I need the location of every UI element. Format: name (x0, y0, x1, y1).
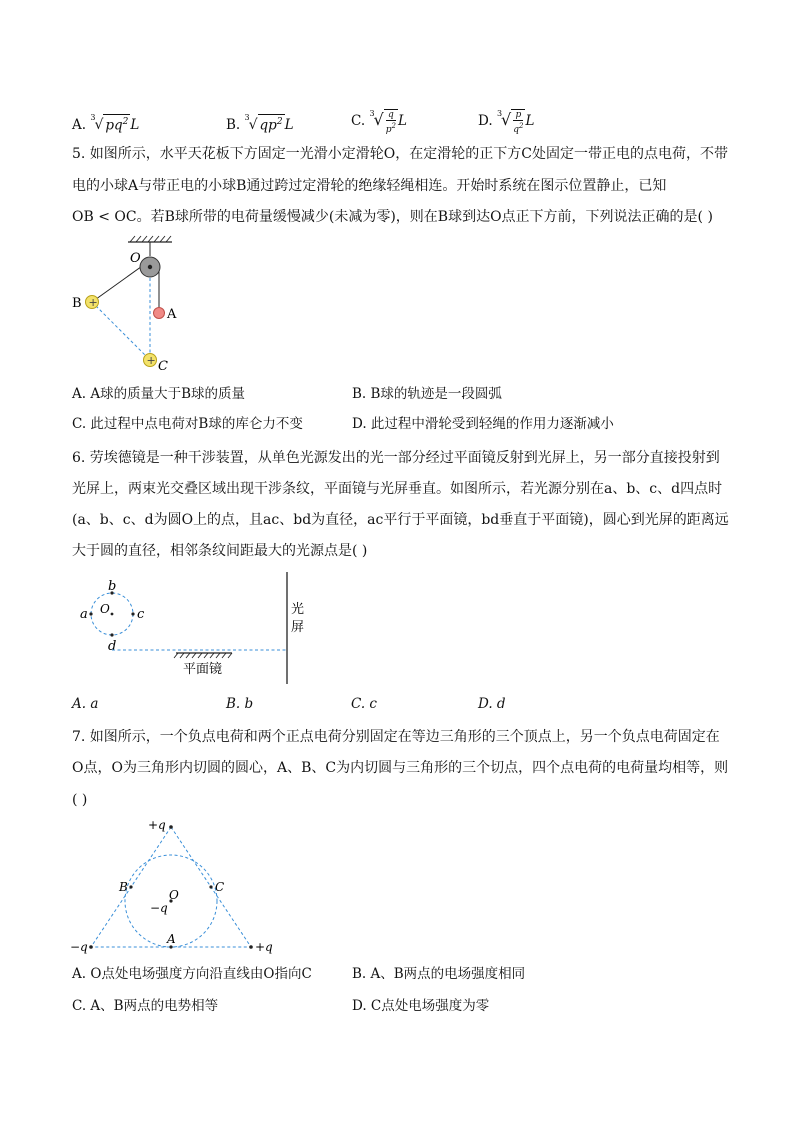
exponent: 2 (391, 121, 396, 130)
label-d: d (108, 639, 117, 654)
point-b (129, 885, 132, 888)
option-label: C. (351, 113, 370, 129)
numerator: p (513, 110, 523, 121)
q4-option-c: C. $^3$√ $\frac{q}{p^2}$ L (351, 109, 407, 135)
screen-label-1: 光 (291, 602, 305, 617)
q7-option-c: C. A、B两点的电势相等 (72, 998, 219, 1014)
label-c: C (158, 359, 168, 374)
length-symbol: L (525, 113, 535, 129)
pulley-axle (148, 265, 152, 269)
charge-center-label: −q (150, 901, 168, 915)
dashed-bc (92, 302, 150, 360)
option-label: B. (226, 117, 245, 133)
exponent: 2 (122, 116, 129, 127)
q6-stem-line-4: 大于圆的直径，相邻条纹间距最大的光源点是( ) (72, 543, 368, 559)
q7-option-d: D. C点处电场强度为零 (352, 998, 490, 1014)
q7-option-a: A. O点处电场强度方向沿直线由O指向C (72, 966, 312, 982)
charge-top-label: +q (148, 818, 166, 832)
length-symbol: L (130, 117, 140, 133)
q6-option-b: B. b (226, 696, 254, 712)
equilateral-triangle (91, 827, 251, 947)
exponent: 2 (519, 121, 524, 130)
q7-stem-line-3: ( ) (72, 792, 88, 808)
label-o: O (100, 602, 110, 616)
q6-lloyd-mirror-figure (70, 570, 320, 690)
numerator: q (386, 110, 396, 121)
q7-option-b: B. A、B两点的电场强度相同 (352, 966, 526, 982)
label-c: c (137, 607, 145, 622)
option-label: D. (478, 113, 497, 129)
q5-pulley-figure (70, 232, 210, 377)
ceiling-hatch (130, 236, 171, 242)
q6-option-d: D. d (478, 696, 506, 712)
label-a: A (167, 932, 176, 946)
q5-stem-line-3: OB < OC。若B球所带的电荷量缓慢减少(未减为零)，则在B球到达O点正下方前，下列说法正确的是( ) (72, 209, 713, 225)
q4-option-b: B. $^3$√ $qp^2$ L (226, 113, 294, 133)
point-d (110, 633, 113, 636)
q6-stem-line-2: 光屏上，两束光交叠区域出现干涉条纹，平面镜与光屏垂直。如图所示，若光源分别在a、b、c、d四点时 (72, 481, 723, 497)
label-a: a (80, 607, 88, 622)
length-symbol: L (284, 117, 294, 133)
denominator: p (385, 124, 392, 135)
root-index: 3 (244, 113, 250, 122)
mirror-hatch (174, 653, 232, 658)
root-index: 3 (496, 109, 503, 118)
label-b: B (72, 296, 82, 311)
root-index: 3 (90, 113, 96, 122)
label-c: C (215, 880, 225, 894)
label-o: O (130, 251, 141, 266)
point-c (209, 885, 212, 888)
point-a (89, 612, 92, 615)
q5-option-d: D. 此过程中滑轮受到轻绳的作用力逐渐减小 (352, 416, 614, 432)
q4-option-a: A. $^3$√ $pq^2$ L (72, 113, 140, 133)
vertex-top (169, 825, 173, 829)
root-index: 3 (369, 109, 375, 118)
plus-sign-b: + (88, 296, 98, 309)
option-label: A. (72, 117, 91, 133)
charge-right-label: +q (255, 940, 273, 954)
radicand: qp (259, 117, 277, 133)
label-b: B (119, 880, 128, 894)
label-o: O (169, 888, 179, 902)
rope-to-b (92, 264, 145, 302)
q5-option-c: C. 此过程中点电荷对B球的库仑力不变 (72, 416, 303, 432)
q6-option-c: C. c (351, 696, 377, 712)
denominator: q (513, 124, 519, 135)
ball-a (154, 308, 165, 319)
q6-option-a: A. a (72, 696, 99, 712)
point-c (131, 612, 134, 615)
screen-label-2: 屏 (291, 620, 305, 635)
charge-left-label: −q (70, 940, 88, 954)
label-a: A (167, 307, 177, 322)
plus-sign-c: + (146, 354, 156, 367)
length-symbol: L (397, 113, 407, 129)
exponent: 2 (276, 116, 283, 127)
q5-option-a: A. A球的质量大于B球的质量 (72, 386, 246, 402)
q5-option-b: B. B球的轨迹是一段圆弧 (352, 386, 502, 402)
q6-stem-line-3: (a、b、c、d为圆O上的点，且ac、bd为直径，ac平行于平面镜，bd垂直于平面镜)，圆心到光屏的距离远 (72, 512, 729, 528)
q7-triangle-figure (66, 815, 281, 960)
label-b: b (108, 579, 117, 594)
q5-stem-line-1: 5. 如图所示，水平天花板下方固定一光滑小定滑轮O，在定滑轮的正下方C处固定一带正电的点电荷，不带 (72, 146, 728, 162)
vertex-right (249, 945, 253, 949)
q6-stem-line-1: 6. 劳埃德镜是一种干涉装置，从单色光源发出的光一部分经过平面镜反射到光屏上，另一部分直接投射到 (72, 450, 720, 466)
radicand: pq (105, 117, 123, 133)
center-o (111, 613, 114, 616)
q5-stem-line-2: 电的小球A与带正电的小球B通过跨过定滑轮的绝缘轻绳相连。开始时系统在图示位置静止，已知 (72, 178, 667, 194)
q7-stem-line-1: 7. 如图所示，一个负点电荷和两个正点电荷分别固定在等边三角形的三个顶点上，另一个负点电荷固定在 (72, 729, 720, 745)
vertex-left (89, 945, 93, 949)
q4-option-d: D. $^3$√ $\frac{p}{q^2}$ L (478, 109, 535, 135)
q7-stem-line-2: O点，O为三角形内切圆的圆心，A、B、C为内切圆与三角形的三个切点，四个点电荷的电荷量均相等，则 (72, 760, 729, 776)
mirror-label: 平面镜 (183, 662, 223, 677)
